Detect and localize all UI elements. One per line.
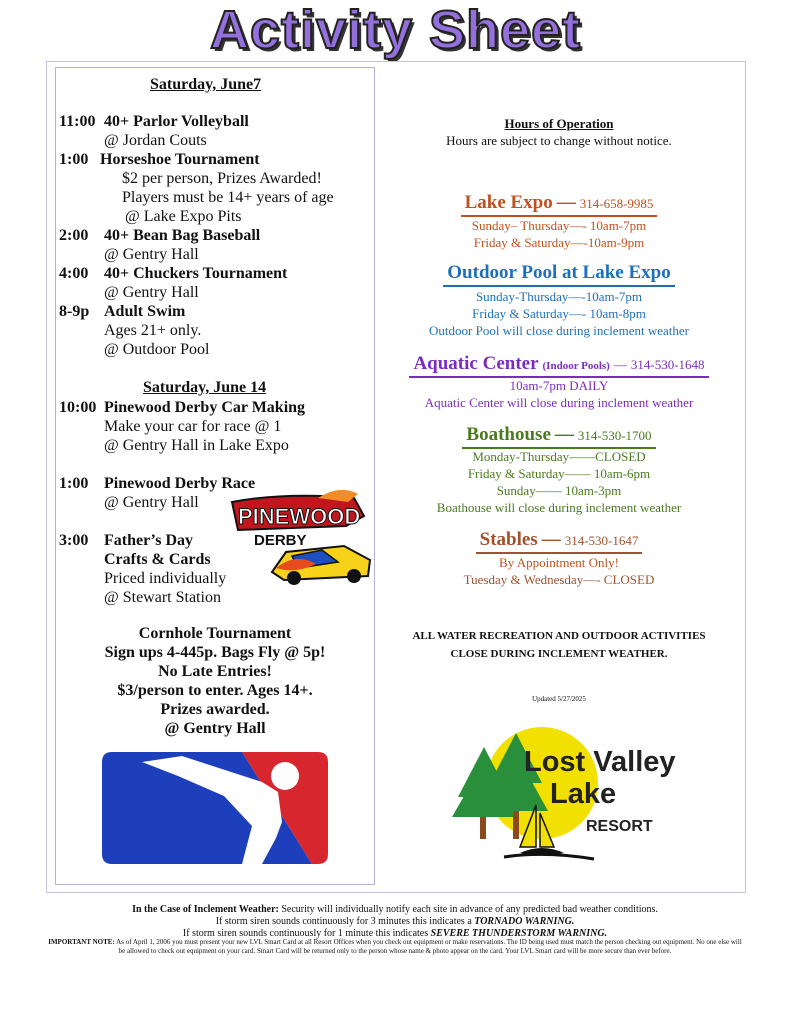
sat1-item-2-name: Horseshoe Tournament bbox=[100, 151, 260, 168]
sat1-item-2-detail: $2 per person, Prizes Awarded! bbox=[122, 170, 322, 187]
sat2-heading: Saturday, June 14 bbox=[143, 379, 267, 396]
sat1-item-1-time: 11:00 bbox=[59, 113, 96, 130]
cornhole-line: $3/person to enter. Ages 14+. bbox=[117, 682, 313, 699]
venue-boathouse bbox=[402, 424, 716, 449]
cornhole-line: Prizes awarded. bbox=[160, 701, 270, 718]
footer-text: Security will individually notify each site in advance of any predicted bad weather conditions. bbox=[278, 904, 658, 915]
resort-logo-line: Lost Valley bbox=[524, 746, 676, 778]
hours-subheading: Hours are subject to change without notice. bbox=[446, 133, 672, 148]
venue-name: Outdoor Pool at Lake Expo bbox=[447, 262, 671, 283]
venue-phone: 314-658-9985 bbox=[579, 196, 654, 211]
thunderstorm-warning: SEVERE THUNDERSTORM WARNING. bbox=[430, 928, 608, 939]
derby-logo-word: DERBY bbox=[254, 532, 307, 549]
sat2-item-3-name-2: Crafts & Cards bbox=[104, 551, 211, 568]
venue-hours: Friday & Saturday—— 10am-6pm bbox=[467, 466, 651, 481]
sat2-item-2-detail: @ Gentry Hall bbox=[104, 494, 199, 511]
sat2-item-3-time: 3:00 bbox=[59, 532, 89, 549]
sat1-item-2-detail: Players must be 14+ years of age bbox=[122, 189, 334, 206]
sat2-item-1-time: 10:00 bbox=[59, 399, 97, 416]
cornhole-line: Sign ups 4-445p. Bags Fly @ 5p! bbox=[104, 644, 326, 661]
footer-line-1 bbox=[46, 904, 744, 916]
resort-logo-line: RESORT bbox=[586, 818, 653, 835]
hours-heading: Hours of Operation bbox=[504, 116, 614, 131]
sat1-item-2-detail: @ Lake Expo Pits bbox=[125, 208, 242, 225]
important-note-text: As of April 1, 2006 you must present your new LVL Smart Card at all Resort Offices when you check out equipment or make reservations. The ID being used must match the person checking out equipment. No one else will be allowed to check out equipment on your card. Smart Card will be returned only to the person whose name & photo appear on the card. Your LVL Smart card will be more secure than ever before. bbox=[114, 938, 742, 955]
sat1-item-2-time: 1:00 bbox=[59, 151, 89, 168]
venue-hours: 10am-7pm DAILY bbox=[509, 378, 609, 393]
sat1-item-5-time: 8-9p bbox=[59, 303, 90, 320]
venue-hours: Friday & Saturday—-10am-9pm bbox=[473, 235, 645, 250]
sat1-item-3-time: 2:00 bbox=[59, 227, 89, 244]
venue-phone: 314-530-1700 bbox=[577, 428, 652, 443]
venue-hours: Sunday-Thursday—-10am-7pm bbox=[475, 289, 643, 304]
venue-hours: Tuesday & Wednesday—- CLOSED bbox=[463, 572, 655, 587]
cornhole-line: @ Gentry Hall bbox=[164, 720, 266, 737]
weather-notice bbox=[402, 627, 716, 663]
venue-subtitle: (Indoor Pools) bbox=[542, 360, 610, 372]
footer bbox=[46, 904, 744, 940]
venue-stables bbox=[402, 529, 716, 554]
venue-dash: — bbox=[556, 192, 576, 213]
footer-text: If storm siren sounds continuously for 3 minutes this indicates a bbox=[215, 916, 475, 927]
cornhole-line: Cornhole Tournament bbox=[138, 625, 292, 642]
footer-line-2 bbox=[46, 916, 744, 928]
venue-dash: — bbox=[541, 529, 561, 550]
sat2-item-2-time: 1:00 bbox=[59, 475, 89, 492]
important-note bbox=[46, 938, 744, 955]
weather-notice-line: ALL WATER RECREATION AND OUTDOOR ACTIVITIES bbox=[412, 630, 706, 642]
venue-hours: Sunday—— 10am-3pm bbox=[496, 483, 622, 498]
venue-note: Aquatic Center will close during inclement weather bbox=[424, 395, 694, 410]
venue-lake-expo bbox=[402, 192, 716, 217]
venue-note: Outdoor Pool will close during inclement weather bbox=[429, 323, 689, 338]
cornhole-section bbox=[56, 624, 374, 738]
page-title: Activity Sheet bbox=[209, 0, 582, 60]
sat2-item-1-name: Pinewood Derby Car Making bbox=[104, 399, 306, 416]
updated-date: Updated 5/27/2025 bbox=[532, 695, 586, 703]
venue-phone: 314-530-1648 bbox=[630, 357, 705, 372]
sat2-item-3-detail: @ Stewart Station bbox=[104, 589, 221, 606]
cornhole-player-logo bbox=[102, 752, 328, 864]
sat1-item-4-name: 40+ Chuckers Tournament bbox=[104, 265, 288, 282]
cornhole-line: No Late Entries! bbox=[158, 663, 272, 680]
venue-phone: 314-530-1647 bbox=[564, 533, 639, 548]
sat1-item-3-detail: @ Gentry Hall bbox=[104, 246, 199, 263]
weather-notice-line: CLOSE DURING INCLEMENT WEATHER. bbox=[450, 648, 668, 660]
venue-dash: — bbox=[613, 357, 627, 372]
resort-logo-line: Lake bbox=[550, 778, 617, 810]
sat2-item-3-detail: Priced individually bbox=[104, 570, 227, 587]
venue-hours: Friday & Saturday—- 10am-8pm bbox=[472, 306, 646, 321]
pinewood-logo-word: PINEWOOD bbox=[238, 504, 361, 529]
pinewood-derby-logo bbox=[226, 490, 376, 586]
venue-note: By Appointment Only! bbox=[499, 555, 619, 570]
sat1-item-5-detail: @ Outdoor Pool bbox=[104, 341, 210, 358]
venue-hours: Monday-Thursday——CLOSED bbox=[472, 449, 646, 464]
tornado-warning: TORNADO WARNING. bbox=[474, 916, 575, 927]
sat2-item-3-name: Father’s Day bbox=[104, 532, 194, 549]
venue-name: Lake Expo bbox=[464, 192, 553, 213]
venue-name: Stables bbox=[479, 529, 538, 550]
footer-label: In the Case of Inclement Weather: bbox=[132, 904, 279, 915]
sat1-item-5-detail: Ages 21+ only. bbox=[104, 322, 202, 339]
sat2-item-2-name: Pinewood Derby Race bbox=[104, 475, 256, 492]
venue-aquatic-center bbox=[402, 353, 716, 378]
sat1-item-3-name: 40+ Bean Bag Baseball bbox=[104, 227, 261, 244]
lost-valley-lake-resort-logo bbox=[444, 725, 694, 870]
sat2-item-1-detail: Make your car for race @ 1 bbox=[104, 418, 282, 435]
sat1-item-5-name: Adult Swim bbox=[104, 303, 186, 320]
sat1-item-4-detail: @ Gentry Hall bbox=[104, 284, 199, 301]
sat1-item-1-name: 40+ Parlor Volleyball bbox=[104, 113, 249, 130]
sat1-heading: Saturday, June7 bbox=[150, 76, 262, 93]
important-note-label: IMPORTANT NOTE: bbox=[48, 938, 115, 946]
sat1-item-4-time: 4:00 bbox=[59, 265, 89, 282]
venue-name: Boathouse bbox=[466, 424, 551, 445]
venue-name: Aquatic Center bbox=[413, 353, 539, 374]
venue-outdoor-pool bbox=[402, 262, 716, 287]
venue-hours: Sunday– Thursday—- 10am-7pm bbox=[471, 218, 647, 233]
sat1-item-1-detail: @ Jordan Couts bbox=[104, 132, 207, 149]
venue-dash: — bbox=[554, 424, 574, 445]
footer-text: If storm siren sounds continuously for 1 minute this indicates bbox=[182, 928, 431, 939]
sat2-item-1-detail: @ Gentry Hall in Lake Expo bbox=[104, 437, 289, 454]
venue-note: Boathouse will close during inclement weather bbox=[436, 500, 682, 515]
